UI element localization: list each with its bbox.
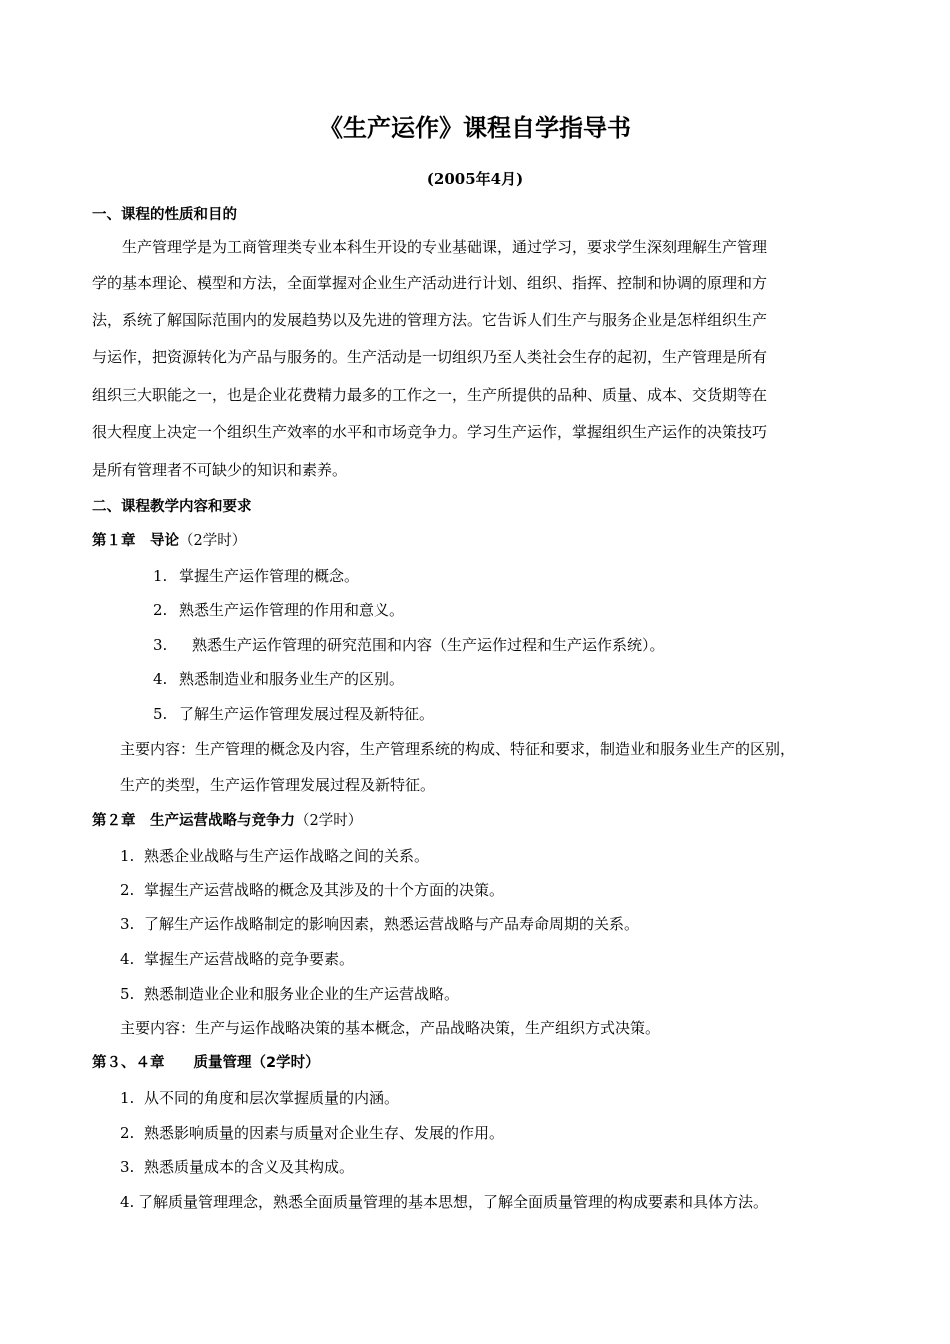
list-item: 1. 掌握生产运作管理的概念。 — [153, 567, 360, 585]
section-heading-teaching-content: 二、课程教学内容和要求 — [92, 499, 252, 515]
paragraph-line: 学的基本理论、模型和方法，全面掌握对企业生产活动进行计划、组织、指挥、控制和协调的原理和方 — [92, 274, 768, 292]
paragraph-line: 组织三大职能之一，也是企业花费精力最多的工作之一，生产所提供的品种、质量、成本、交货期等在 — [92, 386, 768, 404]
chapter-1-title: 第１章 导论 — [92, 533, 179, 549]
chapter-2-hours: （2学时） — [295, 813, 363, 829]
chapter-1-summary-line: 生产的类型，生产运作管理发展过程及新特征。 — [120, 776, 436, 794]
chapter-2-title: 第２章 生产运营战略与竞争力 — [92, 813, 295, 829]
list-item: 4. 了解质量管理理念，熟悉全面质量管理的基本思想，了解全面质量管理的构成要素和具体方法。 — [120, 1193, 769, 1211]
list-item: 2. 掌握生产运营战略的概念及其涉及的十个方面的决策。 — [120, 881, 505, 899]
paragraph-line: 与运作，把资源转化为产品与服务的。生产活动是一切组织乃至人类社会生存的起初，生产管理是所有 — [92, 348, 768, 366]
document-date: (2005年4月) — [426, 170, 524, 188]
chapter-2-heading — [92, 809, 362, 830]
section-heading-nature-purpose: 一、课程的性质和目的 — [92, 207, 237, 223]
paragraph-line: 是所有管理者不可缺少的知识和素养。 — [92, 461, 348, 479]
document-title: 《生产运作》课程自学指导书 — [319, 114, 631, 142]
chapter-2-summary: 主要内容：生产与运作战略决策的基本概念，产品战略决策，生产组织方式决策。 — [120, 1019, 661, 1037]
paragraph-line: 很大程度上决定一个组织生产效率的水平和市场竞争力。学习生产运作，掌握组织生产运作的决策技巧 — [92, 423, 768, 441]
list-item: 4. 熟悉制造业和服务业生产的区别。 — [153, 670, 405, 688]
paragraph-line: 生产管理学是为工商管理类专业本科生开设的专业基础课，通过学习，要求学生深刻理解生产管理 — [122, 238, 768, 256]
list-item: 4. 掌握生产运营战略的竞争要素。 — [120, 950, 355, 968]
list-item: 1. 熟悉企业战略与生产运作战略之间的关系。 — [120, 847, 430, 865]
list-item: 5. 熟悉制造业企业和服务业企业的生产运营战略。 — [120, 985, 460, 1003]
list-item: 2. 熟悉影响质量的因素与质量对企业生存、发展的作用。 — [120, 1124, 505, 1142]
list-item: 1. 从不同的角度和层次掌握质量的内涵。 — [120, 1089, 400, 1107]
paragraph-line: 法，系统了解国际范围内的发展趋势以及先进的管理方法。它告诉人们生产与服务企业是怎样组织生产 — [92, 311, 768, 329]
list-item: 5. 了解生产运作管理发展过程及新特征。 — [153, 705, 435, 723]
chapter-3-4-title: 第３、４章 质量管理 — [92, 1055, 252, 1071]
list-item: 3. 熟悉生产运作管理的研究范围和内容（生产运作过程和生产运作系统）。 — [153, 636, 665, 654]
list-item: 3. 了解生产运作战略制定的影响因素，熟悉运营战略与产品寿命周期的关系。 — [120, 915, 640, 933]
chapter-1-hours: （2学时） — [179, 533, 247, 549]
chapter-3-4-hours: （2学时） — [251, 1055, 320, 1071]
list-item: 3. 熟悉质量成本的含义及其构成。 — [120, 1158, 355, 1176]
chapter-1-heading — [92, 529, 246, 550]
chapter-1-summary-line: 主要内容：生产管理的概念及内容，生产管理系统的构成、特征和要求，制造业和服务业生产的区别， — [120, 740, 796, 758]
chapter-3-4-heading — [92, 1051, 320, 1072]
list-item: 2. 熟悉生产运作管理的作用和意义。 — [153, 601, 405, 619]
